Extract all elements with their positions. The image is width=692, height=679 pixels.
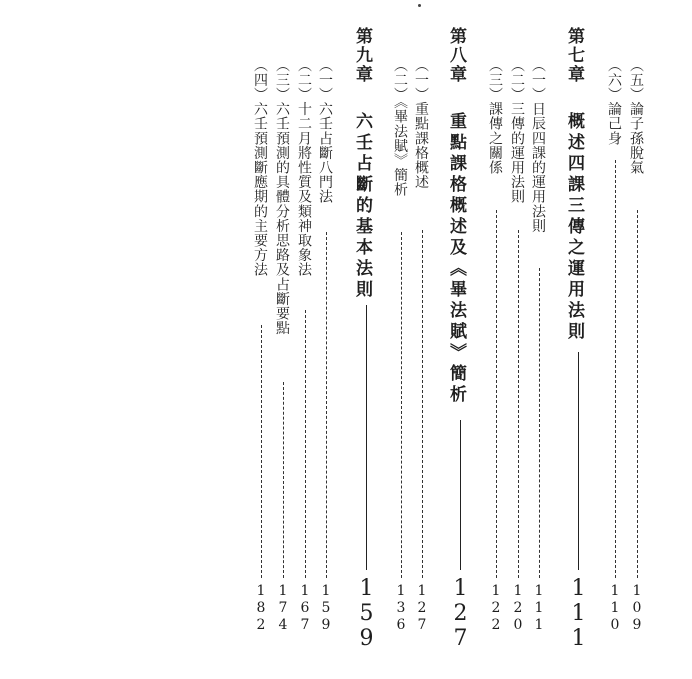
toc-entry-section-7-3 bbox=[488, 0, 506, 679]
toc-entry-chapter-7 bbox=[565, 0, 593, 679]
toc-entry-title: （一）重點課格概述 bbox=[413, 58, 429, 190]
chapter-label: 第九章 bbox=[352, 27, 372, 84]
toc-entry-section-8-1 bbox=[414, 0, 432, 679]
solid-leader bbox=[578, 352, 579, 570]
toc-entry-title: （三）六壬預測的具體分析思路及占斷要點 bbox=[274, 58, 290, 336]
dotted-leader bbox=[326, 232, 327, 578]
toc-entry-section-7-2 bbox=[510, 0, 528, 679]
dotted-leader bbox=[401, 232, 402, 578]
toc-page-number: 174 bbox=[275, 583, 291, 634]
dotted-leader bbox=[283, 382, 284, 578]
chapter-title: 六壬占斷的基本法則 bbox=[352, 112, 372, 301]
toc-entry-title: （二）十二月將性質及類神取象法 bbox=[296, 58, 312, 277]
dotted-leader bbox=[422, 230, 423, 578]
solid-leader bbox=[366, 305, 367, 570]
toc-page-number: 109 bbox=[629, 583, 645, 634]
toc-entry-title: （二）三傳的運用法則 bbox=[509, 58, 525, 204]
dotted-leader bbox=[637, 210, 638, 578]
dotted-leader bbox=[539, 268, 540, 578]
toc-entry-section-9-1 bbox=[318, 0, 336, 679]
toc-entry-chapter-9 bbox=[353, 0, 381, 679]
chapter-title: 重點課格概述及《畢法賦》簡析 bbox=[446, 112, 466, 406]
dotted-leader bbox=[518, 230, 519, 578]
dotted-leader bbox=[496, 210, 497, 578]
toc-entry-title: （六）論己身 bbox=[606, 58, 622, 146]
toc-page-number: 127 bbox=[448, 576, 473, 651]
toc-entry-title: （一）日辰四課的運用法則 bbox=[530, 58, 546, 234]
toc-entry-chapter-8 bbox=[447, 0, 475, 679]
toc-entry-title: （三）課傳之關係 bbox=[487, 58, 503, 175]
toc-entry-title: （五）論子孫脫氣 bbox=[628, 58, 644, 175]
toc-entry-title: （二）《畢法賦》簡析 bbox=[392, 58, 408, 197]
solid-leader bbox=[460, 420, 461, 570]
toc-page-number: 182 bbox=[253, 583, 269, 634]
chapter-title: 概述四課三傳之運用法則 bbox=[564, 112, 584, 343]
toc-entry-section-9-3 bbox=[275, 0, 293, 679]
chapter-label: 第七章 bbox=[564, 27, 584, 84]
toc-entry-section-9-4 bbox=[253, 0, 271, 679]
toc-entry-title: （一）六壬占斷八門法 bbox=[317, 58, 333, 204]
toc-entry-section-6 bbox=[607, 0, 625, 679]
toc-page-number: 167 bbox=[297, 583, 313, 634]
toc-page-number: 110 bbox=[607, 583, 623, 634]
toc-entry-section-5 bbox=[629, 0, 647, 679]
toc-page-number: 120 bbox=[510, 583, 526, 634]
toc-page-number: 127 bbox=[414, 583, 430, 634]
toc-entry-section-9-2 bbox=[297, 0, 315, 679]
toc-page-number: 122 bbox=[488, 583, 504, 634]
dotted-leader bbox=[261, 325, 262, 578]
toc-page-number: 136 bbox=[393, 583, 409, 634]
toc-entry-title: （四）六壬預測斷應期的主要方法 bbox=[252, 58, 268, 277]
toc-page-number: 111 bbox=[566, 576, 591, 651]
dotted-leader bbox=[615, 160, 616, 578]
chapter-label: 第八章 bbox=[446, 27, 466, 84]
toc-entry-section-8-2 bbox=[393, 0, 411, 679]
toc-page-number: 159 bbox=[318, 583, 334, 634]
toc-page-number: 159 bbox=[354, 576, 379, 651]
dotted-leader bbox=[305, 310, 306, 578]
toc-entry-section-7-1 bbox=[531, 0, 549, 679]
toc-page-number: 111 bbox=[531, 583, 547, 634]
